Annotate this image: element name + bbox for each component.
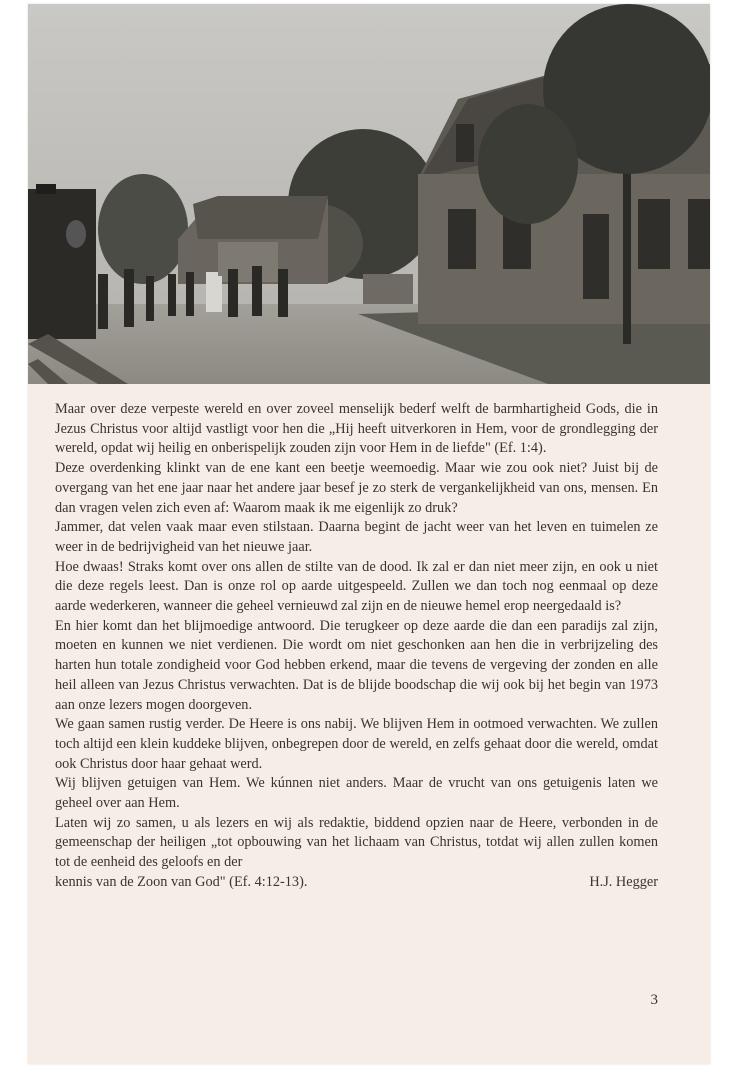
author-signature: H.J. Hegger <box>589 873 658 890</box>
article-body <box>55 400 658 893</box>
page-number: 3 <box>650 992 658 1008</box>
final-paragraph: Laten wij zo samen, u als lezers en wij als redaktie, biddend opzien naar de Heere, verbonden in de gemeenschap der heiligen „tot opbouwing van het lichaam van Christus, totdat wij allen zullen komen tot de eenheid des geloofs en der <box>55 814 658 871</box>
photo-illustration <box>28 4 710 384</box>
paragraph: Jammer, dat velen vaak maar even stilstaan. Daarna begint de jacht weer van het leven en tuimelen ze weer in de bedrijvigheid van het nieuwe jaar. <box>55 519 658 555</box>
closing-citation: kennis van de Zoon van God" (Ef. 4:12-13). <box>55 873 308 890</box>
paragraph: Hoe dwaas! Straks komt over ons allen de stilte van de dood. Ik zal er dan niet meer zijn, en ook u niet die deze regels leest. Dan is onze rol op aarde uitgespeeld. Zullen we dan toch nog eenmaal op deze aarde wederkeren, wanneer die geheel vernieuwd zal zijn en de nieuwe hemel erop neergedaald is? <box>55 558 658 615</box>
paragraph: En hier komt dan het blijmoedige antwoord. Die terugkeer op deze aarde die dan een paradijs zal zijn, moeten en kunnen we niet verdienen. Die wordt om niet geschonken aan hen die in verbrijzeling des harten hun totale zondigheid voor God hebben erkend, maar die tevens de vergeving der zonden en alle heil alleen van Jezus Christus verwachten. Dat is de blijde boodschap die wij ook bij het begin van 1973 aan onze lezers mogen doorgeven. <box>55 617 658 713</box>
paragraph: Deze overdenking klinkt van de ene kant een beetje weemoedig. Maar wie zou ook niet? Juist bij de overgang van het ene jaar naar het andere jaar besef je zo sterk de vergankelijkheid van ons, mensen. En dan vragen velen zich even af: Waarom maak ik me eigenlijk zo druk? <box>55 460 658 516</box>
paragraph: Maar over deze verpeste wereld en over zoveel menselijk bederf welft de barmhartigheid Gods, die in Jezus Christus voor altijd vastligt voor hen die „Hij heeft uitverkoren in Hem, voor de grondlegging der wereld, opdat wij heilig en onberispelijk zouden zijn voor Hem in de liefde" (Ef. 1:4). <box>55 401 658 457</box>
village-station-photo <box>28 4 710 384</box>
closing-line <box>55 873 658 893</box>
paragraph: We gaan samen rustig verder. De Heere is ons nabij. We blijven Hem in ootmoed verwachten. We zullen toch altijd een klein kuddeke blijven, onbegrepen door de wereld, en zelfs gehaat door die wereld, omdat ook Christus door haar gehaat werd. <box>55 716 658 772</box>
paragraph: Wij blijven getuigen van Hem. We kúnnen niet anders. Maar de vrucht van ons getuigenis laten we geheel over aan Hem. <box>55 775 658 812</box>
